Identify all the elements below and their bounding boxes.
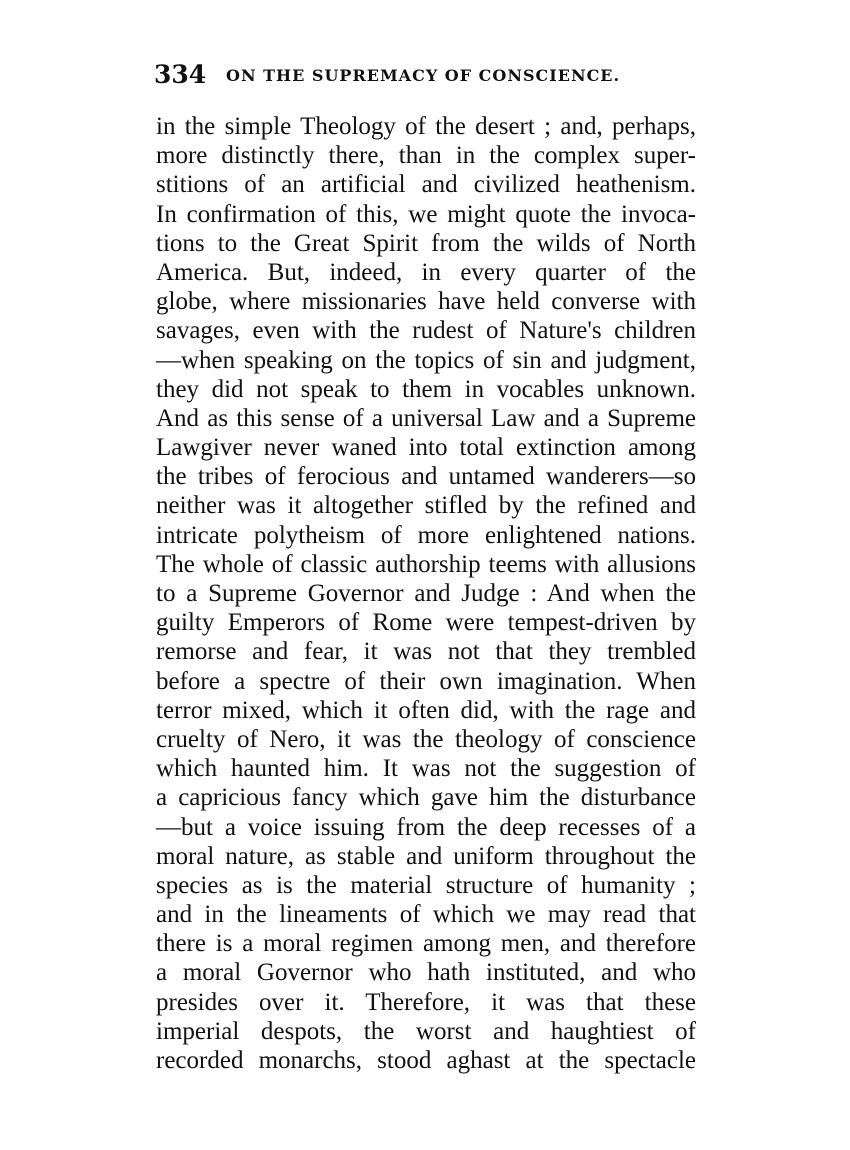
text-line: which haunted him. It was not the suggestion of	[156, 755, 696, 783]
text-line: America. But, indeed, in every quarter of the	[156, 258, 696, 286]
text-line: —when speaking on the topics of sin and judgment,	[156, 346, 696, 374]
text-line: imperial despots, the worst and haughtiest of	[156, 1017, 696, 1045]
text-line: presides over it. Therefore, it was that these	[156, 988, 696, 1016]
text-line: in the simple Theology of the desert ; and, perhaps,	[156, 113, 696, 140]
text-line: And as this sense of a universal Law and a Supreme	[156, 404, 696, 432]
text-line: they did not speak to them in vocables unknown.	[156, 375, 696, 403]
page-number: 334	[154, 60, 207, 89]
running-head	[154, 58, 694, 92]
text-line: terror mixed, which it often did, with the rage and	[156, 696, 696, 724]
text-line: cruelty of Nero, it was the theology of conscience	[156, 725, 696, 753]
text-line: guilty Emperors of Rome were tempest-driven by	[156, 609, 696, 637]
text-line: —but a voice issuing from the deep recesses of a	[156, 813, 696, 841]
text-line: a moral Governor who hath instituted, and who	[156, 959, 696, 987]
text-line: Lawgiver never waned into total extinction among	[156, 434, 696, 462]
text-line: neither was it altogether stifled by the refined and	[156, 492, 696, 520]
text-line: the tribes of ferocious and untamed wanderers—so	[156, 463, 696, 491]
text-line: globe, where missionaries have held converse with	[156, 288, 696, 316]
text-line: In confirmation of this, we might quote the invoca-	[156, 200, 696, 228]
text-line: more distinctly there, than in the complex super-	[156, 142, 696, 170]
body-text	[156, 112, 696, 1075]
text-line: and in the lineaments of which we may read that	[156, 901, 696, 929]
text-line: remorse and fear, it was not that they trembled	[156, 638, 696, 666]
text-line: savages, even with the rudest of Nature's children	[156, 317, 696, 345]
text-line: stitions of an artificial and civilized heathenism.	[156, 171, 696, 199]
running-title: ON THE SUPREMACY OF CONSCIENCE.	[226, 66, 621, 85]
text-line: moral nature, as stable and uniform throughout the	[156, 842, 696, 870]
text-line: to a Supreme Governor and Judge : And when the	[156, 580, 696, 607]
text-line: The whole of classic authorship teems with allusions	[156, 550, 696, 578]
text-line: intricate polytheism of more enlightened nations.	[156, 521, 696, 549]
text-line: tions to the Great Spirit from the wilds of North	[156, 229, 696, 257]
text-line: before a spectre of their own imagination. When	[156, 667, 696, 695]
text-line: there is a moral regimen among men, and therefore	[156, 930, 696, 958]
text-line: recorded monarchs, stood aghast at the spectacle	[156, 1047, 696, 1074]
text-line: a capricious fancy which gave him the disturbance	[156, 784, 696, 812]
text-line: species as is the material structure of humanity ;	[156, 871, 696, 899]
